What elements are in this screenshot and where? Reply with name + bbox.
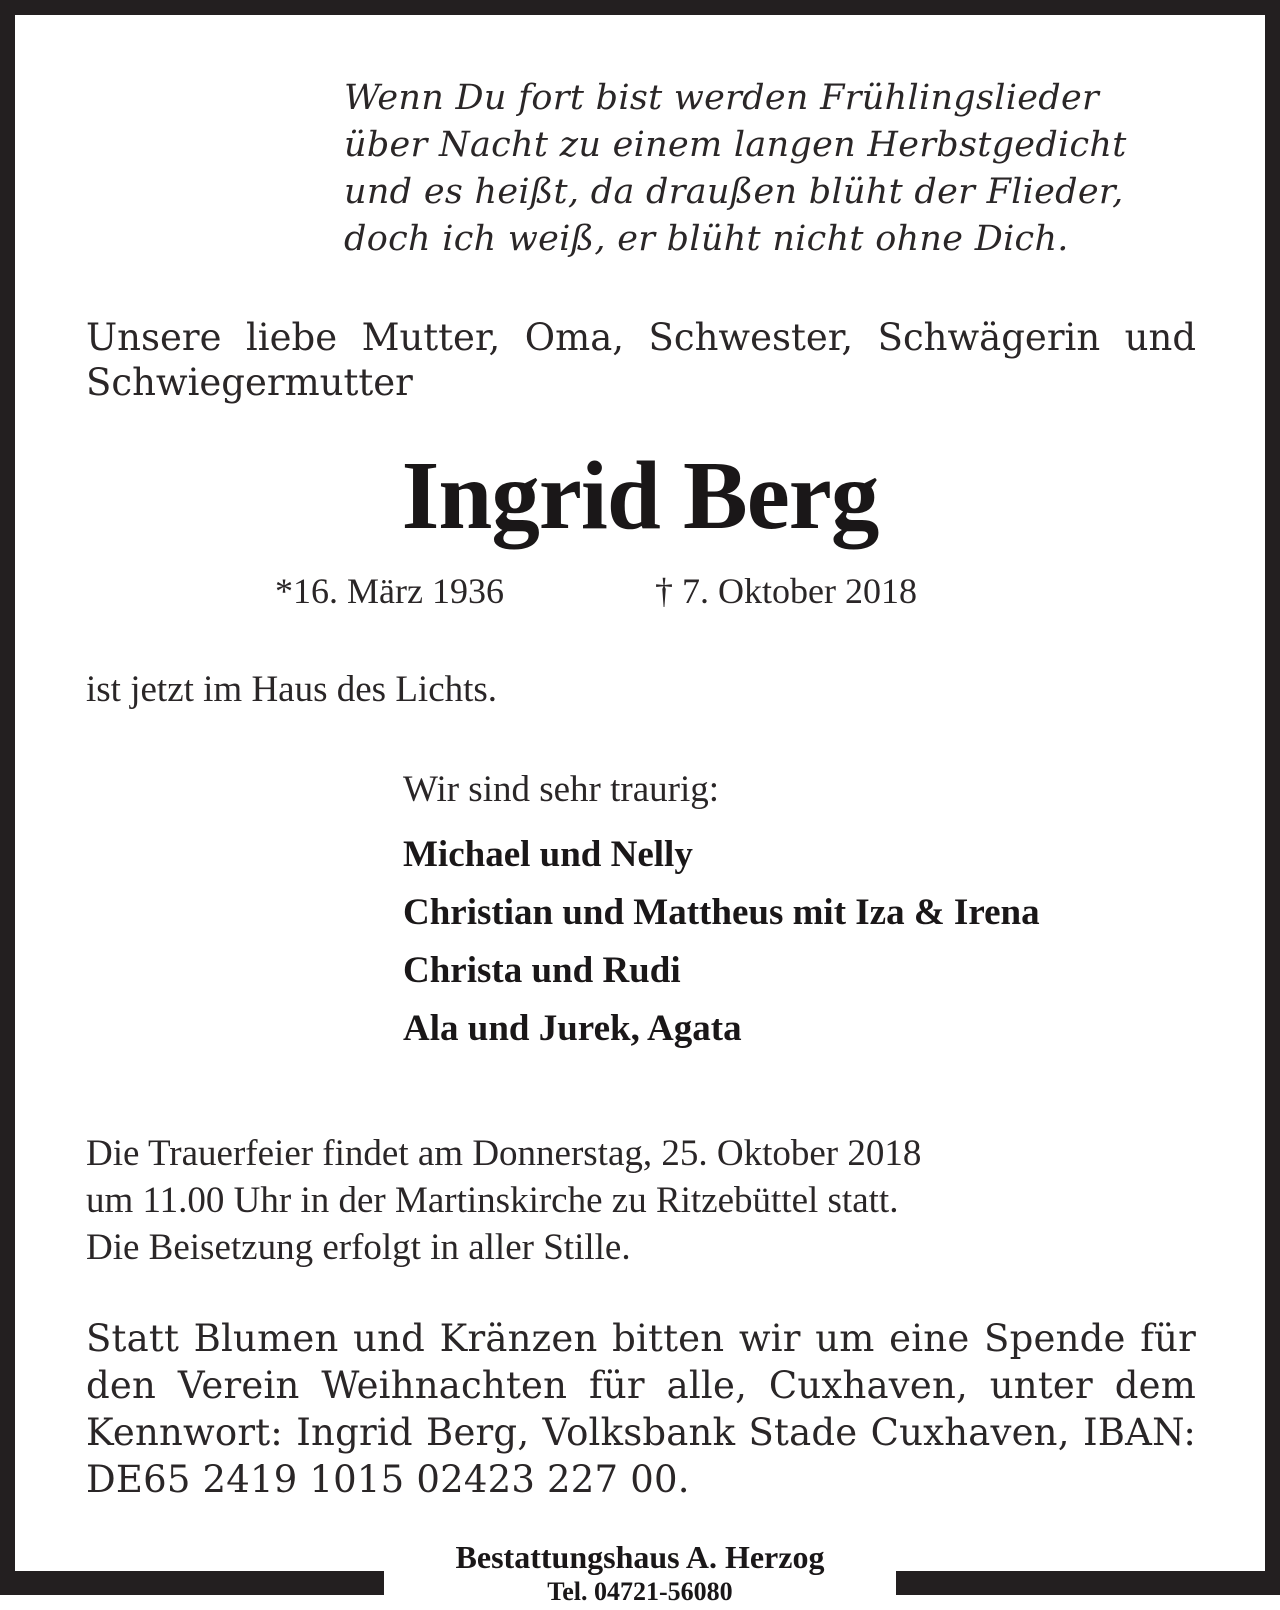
mourner-line: Christa und Rudi <box>403 950 681 991</box>
undertaker-name: Bestattungshaus A. Herzog <box>455 1539 825 1575</box>
death-date: † 7. Oktober 2018 <box>655 571 917 611</box>
mourner-line: Michael und Nelly <box>403 834 693 875</box>
mourners-lead: Wir sind sehr traurig: <box>403 769 720 810</box>
deceased-name: Ingrid Berg <box>401 442 879 549</box>
status-text: ist jetzt im Haus des Lichts. <box>86 669 498 710</box>
mourner-line: Ala und Jurek, Agata <box>403 1008 742 1049</box>
poem-line: über Nacht zu einem langen Herbstgedicht <box>344 125 1127 165</box>
birth-date: *16. März 1936 <box>275 571 504 611</box>
funeral-details <box>86 1130 1196 1271</box>
funeral-line: um 11.00 Uhr in der Martinskirche zu Ritzebüttel statt. <box>86 1180 899 1221</box>
donation-text: Statt Blumen und Kränzen bitten wir um eine Spende für den Verein Weihnachten für alle, Cuxhaven, unter dem Kennwort: Ingrid Berg, Volksbank Stade Cuxhaven, IBAN: DE65 2419 1015 02423 227 00. <box>86 1317 1196 1501</box>
mourner-line: Christian und Mattheus mit Iza & Irena <box>403 892 1040 933</box>
undertaker-box <box>384 1533 896 1610</box>
poem-line: Wenn Du fort bist werden Frühlingslieder <box>344 78 1099 118</box>
funeral-line: Die Trauerfeier findet am Donnerstag, 25. Oktober 2018 <box>86 1133 922 1174</box>
funeral-line: Die Beisetzung erfolgt in aller Stille. <box>86 1227 631 1268</box>
poem-line: und es heißt, da draußen blüht der Flieder, <box>344 172 1124 212</box>
poem-line: doch ich weiß, er blüht nicht ohne Dich. <box>344 219 1069 259</box>
undertaker-phone: Tel. 04721-56080 <box>547 1577 733 1606</box>
mourners-block <box>403 768 1040 1058</box>
poem <box>344 75 1127 263</box>
intro-text: Unsere liebe Mutter, Oma, Schwester, Schwägerin und Schwiegermutter <box>86 316 1196 404</box>
